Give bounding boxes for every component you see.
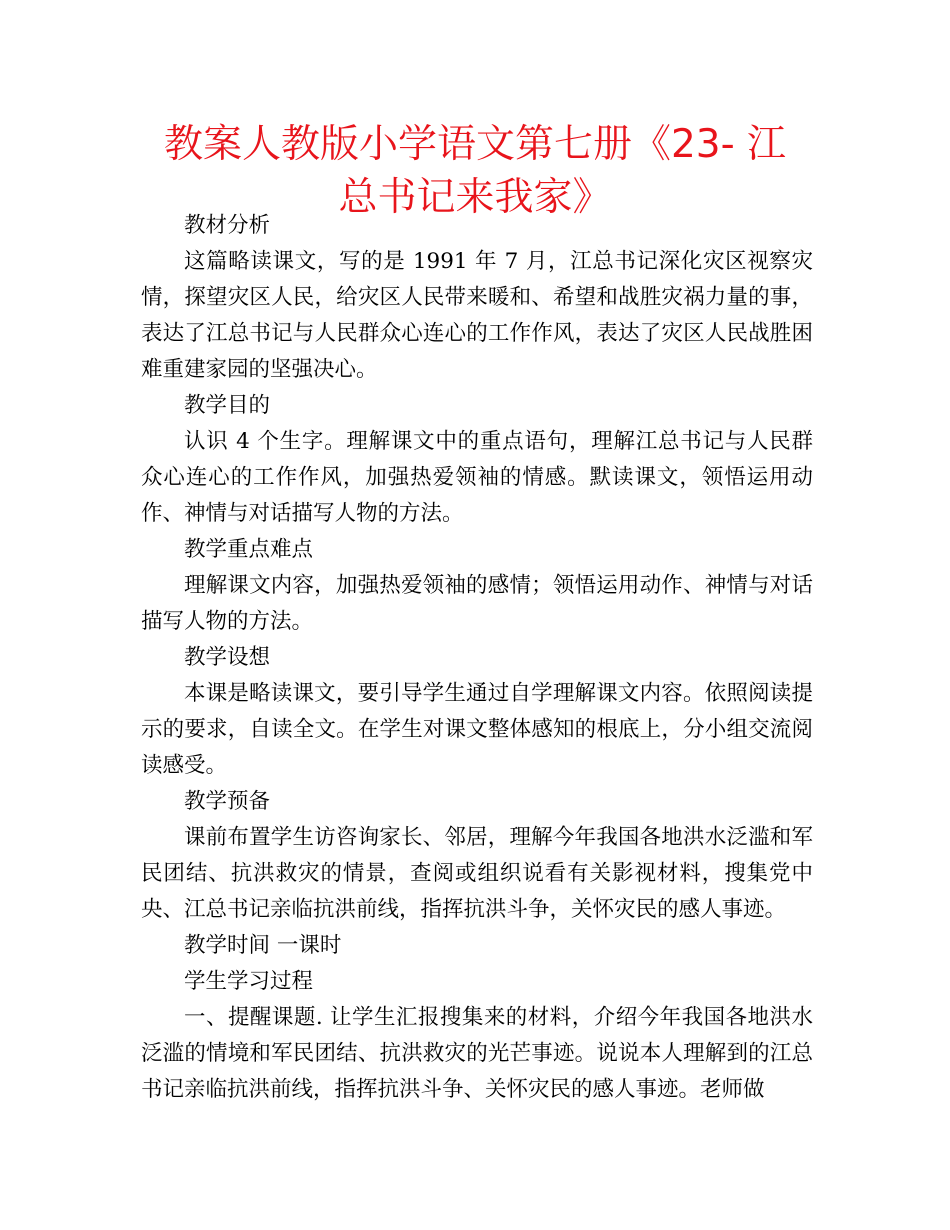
paragraph-analysis: 这篇略读课文，写的是 1991 年 7 月，江总书记深化灾区视察灾情，探望灾区人民，给灾区人民带来暖和、希望和战胜灾祸力量的事，表达了江总书记与人民群众心连心的工作作风，表达了灾区人民战胜困难重建家园的坚强决心。 bbox=[141, 249, 813, 382]
section-heading-process: 学生学习过程 bbox=[184, 969, 314, 994]
document-body bbox=[141, 208, 813, 1108]
paragraph-key-points: 理解课文内容，加强热爱领袖的感情；领悟运用动作、神情与对话描写人物的方法。 bbox=[141, 573, 813, 634]
section-heading-preparation: 教学预备 bbox=[184, 789, 271, 814]
document-title: 教案人教版小学语文第七册《23- 江总书记来我家》 bbox=[163, 122, 787, 220]
section-heading-goals: 教学目的 bbox=[184, 393, 271, 418]
section-heading-idea: 教学设想 bbox=[184, 645, 271, 670]
section-heading-analysis: 教材分析 bbox=[184, 213, 271, 238]
paragraph-idea: 本课是略读课文，要引导学生通过自学理解课文内容。依照阅读提示的要求，自读全文。在学生对课文整体感知的根底上，分小组交流阅读感受。 bbox=[141, 681, 813, 778]
paragraph-goals: 认识 4 个生字。理解课文中的重点语句，理解江总书记与人民群众心连心的工作作风，加强热爱领袖的情感。默读课文，领悟运用动作、神情与对话描写人物的方法。 bbox=[141, 429, 813, 526]
teaching-time-line: 教学时间 一课时 bbox=[184, 933, 342, 958]
paragraph-process: 一、提醒课题. 让学生汇报搜集来的材料，介绍今年我国各地洪水泛滥的情境和军民团结、抗洪救灾的光芒事迹。说说本人理解到的江总书记亲临抗洪前线，指挥抗洪斗争、关怀灾民的感人事迹。老师做 bbox=[141, 1005, 813, 1102]
paragraph-preparation: 课前布置学生访咨询家长、邻居，理解今年我国各地洪水泛滥和军民团结、抗洪救灾的情景，查阅或组织说看有关影视材料，搜集党中央、江总书记亲临抗洪前线，指挥抗洪斗争，关怀灾民的感人事迹。 bbox=[141, 825, 813, 922]
section-heading-key-points: 教学重点难点 bbox=[184, 537, 314, 562]
